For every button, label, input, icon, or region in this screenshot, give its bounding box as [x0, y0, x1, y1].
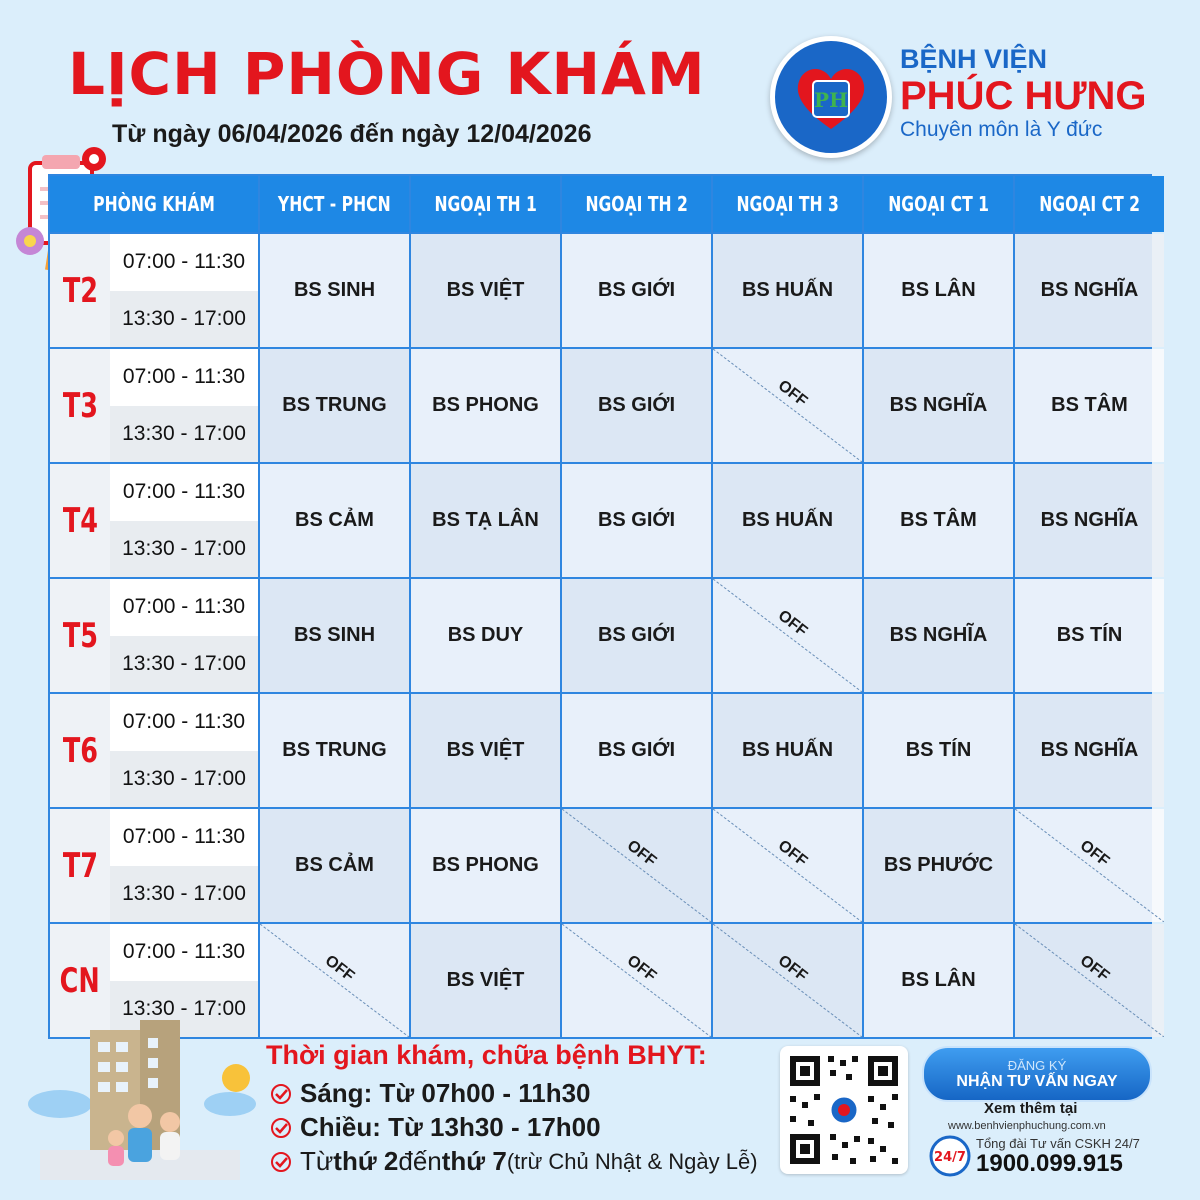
schedule-cell: BS VIỆT: [411, 234, 560, 347]
schedule-cell-off: [713, 809, 862, 922]
schedule-cell: BS GIỚI: [562, 349, 711, 462]
off-slash-line: [562, 924, 711, 1037]
off-slash-line: [1015, 809, 1164, 922]
time-slots: [110, 349, 258, 462]
schedule-table: [48, 174, 1152, 1039]
schedule-cell: BS TÂM: [1015, 349, 1164, 462]
register-consult-button[interactable]: [922, 1046, 1152, 1102]
off-slash-line: [713, 924, 862, 1037]
column-header: NGOẠI CT 2: [1015, 176, 1164, 232]
time-slots: [110, 809, 258, 922]
off-label: OFF: [774, 836, 810, 870]
schedule-cell: BS DUY: [411, 579, 560, 692]
day-label: T6: [50, 694, 110, 807]
day-row-header: [50, 694, 258, 807]
schedule-cell: BS LÂN: [864, 234, 1013, 347]
bhyt-days-to: thứ 7: [441, 1146, 507, 1176]
logo-letters: PH: [814, 88, 848, 112]
schedule-cell: BS TRUNG: [260, 349, 409, 462]
off-label: OFF: [623, 951, 659, 985]
day-label: T3: [50, 349, 110, 462]
day-label: T2: [50, 234, 110, 347]
website-link[interactable]: www.benhvienphuchung.com.vn: [948, 1120, 1106, 1132]
hospital-family-illustration: [20, 1020, 260, 1195]
schedule-cell-off: [562, 924, 711, 1037]
schedule-cell: BS CẢM: [260, 464, 409, 577]
column-header: YHCT - PHCN: [260, 176, 409, 232]
schedule-cell: BS SINH: [260, 579, 409, 692]
hospital-name-line1: BỆNH VIỆN: [900, 44, 1048, 74]
day-label: T5: [50, 579, 110, 692]
hotline-number[interactable]: 1900.099.915: [976, 1150, 1123, 1177]
off-label: OFF: [1076, 951, 1112, 985]
schedule-cell: BS VIỆT: [411, 694, 560, 807]
schedule-cell: BS SINH: [260, 234, 409, 347]
support-24-7-icon: [928, 1134, 972, 1183]
cta-line1: ĐĂNG KÝ: [1007, 1057, 1067, 1073]
column-header: NGOẠI TH 3: [713, 176, 862, 232]
schedule-cell: BS TẠ LÂN: [411, 464, 560, 577]
time-slots: [110, 464, 258, 577]
morning-slot: 07:00 - 11:30: [110, 924, 258, 981]
day-row-header: [50, 464, 258, 577]
morning-slot: 07:00 - 11:30: [110, 694, 258, 751]
off-slash-line: [713, 349, 862, 462]
schedule-cell: BS TÍN: [1015, 579, 1164, 692]
cta-line2: NHẬN TƯ VẤN NGAY: [956, 1072, 1118, 1090]
day-label: T4: [50, 464, 110, 577]
afternoon-slot: 13:30 - 17:00: [110, 291, 258, 348]
schedule-cell: BS GIỚI: [562, 464, 711, 577]
badge-text: 24/7: [934, 1150, 966, 1165]
schedule-cell-off: [713, 349, 862, 462]
off-slash-line: [260, 924, 409, 1037]
schedule-cell: BS CẢM: [260, 809, 409, 922]
hospital-slogan: Chuyên môn là Y đức: [900, 118, 1103, 141]
schedule-cell-off: [1015, 924, 1164, 1037]
morning-slot: 07:00 - 11:30: [110, 349, 258, 406]
afternoon-slot: 13:30 - 17:00: [110, 636, 258, 693]
schedule-cell: BS PHONG: [411, 809, 560, 922]
day-row-header: [50, 809, 258, 922]
column-header: NGOẠI TH 1: [411, 176, 560, 232]
schedule-cell: BS NGHĨA: [1015, 234, 1164, 347]
bhyt-days-mid: đến: [398, 1146, 442, 1176]
afternoon-slot: 13:30 - 17:00: [110, 981, 258, 1038]
schedule-cell: BS GIỚI: [562, 234, 711, 347]
off-label: OFF: [1076, 836, 1112, 870]
afternoon-slot: 13:30 - 17:00: [110, 751, 258, 808]
day-row-header: [50, 579, 258, 692]
header-corner: PHÒNG KHÁM: [50, 176, 258, 232]
off-slash-line: [713, 809, 862, 922]
off-label: OFF: [623, 836, 659, 870]
morning-slot: 07:00 - 11:30: [110, 809, 258, 866]
morning-slot: 07:00 - 11:30: [110, 234, 258, 291]
day-label: T7: [50, 809, 110, 922]
bhyt-afternoon-row: [270, 1112, 601, 1143]
schedule-cell: BS NGHĨA: [1015, 694, 1164, 807]
afternoon-slot: 13:30 - 17:00: [110, 406, 258, 463]
schedule-cell: BS VIỆT: [411, 924, 560, 1037]
column-header: NGOẠI CT 1: [864, 176, 1013, 232]
column-header: NGOẠI TH 2: [562, 176, 711, 232]
bhyt-morning: Sáng: Từ 07h00 - 11h30: [300, 1078, 591, 1108]
off-label: OFF: [321, 951, 357, 985]
schedule-cell-off: [713, 924, 862, 1037]
hospital-name-line2: PHÚC HƯNG: [900, 74, 1147, 118]
time-slots: [110, 579, 258, 692]
off-slash-line: [562, 809, 711, 922]
bhyt-days-pre: Từ: [300, 1146, 334, 1176]
more-info-label: Xem thêm tại: [984, 1100, 1078, 1117]
schedule-cell: BS PHONG: [411, 349, 560, 462]
off-slash-line: [1015, 924, 1164, 1037]
schedule-cell: BS GIỚI: [562, 694, 711, 807]
bhyt-afternoon: Chiều: Từ 13h30 - 17h00: [300, 1112, 601, 1142]
schedule-cell: BS TÍN: [864, 694, 1013, 807]
off-label: OFF: [774, 951, 810, 985]
page-title: LỊCH PHÒNG KHÁM: [68, 40, 706, 108]
schedule-cell-off: [260, 924, 409, 1037]
schedule-cell: BS LÂN: [864, 924, 1013, 1037]
time-slots: [110, 234, 258, 347]
day-label: CN: [50, 924, 110, 1037]
hotline-label: Tổng đài Tư vấn CSKH 24/7: [976, 1136, 1140, 1151]
schedule-cell-off: [1015, 809, 1164, 922]
check-circle-icon: [270, 1083, 292, 1105]
day-row-header: [50, 234, 258, 347]
schedule-cell: BS HUẤN: [713, 694, 862, 807]
time-slots: [110, 694, 258, 807]
check-circle-icon: [270, 1117, 292, 1139]
bhyt-title: Thời gian khám, chữa bệnh BHYT:: [266, 1040, 707, 1070]
bhyt-days-row: [270, 1146, 758, 1177]
schedule-cell-off: [713, 579, 862, 692]
schedule-cell: BS GIỚI: [562, 579, 711, 692]
schedule-cell: BS NGHĨA: [864, 349, 1013, 462]
morning-slot: 07:00 - 11:30: [110, 579, 258, 636]
schedule-cell-off: [562, 809, 711, 922]
day-row-header: [50, 349, 258, 462]
afternoon-slot: 13:30 - 17:00: [110, 866, 258, 923]
bhyt-morning-row: [270, 1078, 591, 1109]
off-label: OFF: [774, 376, 810, 410]
schedule-cell: BS NGHĨA: [1015, 464, 1164, 577]
schedule-cell: BS TÂM: [864, 464, 1013, 577]
off-slash-line: [713, 579, 862, 692]
bhyt-days-note: (trừ Chủ Nhật & Ngày Lễ): [506, 1148, 758, 1174]
morning-slot: 07:00 - 11:30: [110, 464, 258, 521]
schedule-cell: BS NGHĨA: [864, 579, 1013, 692]
bhyt-days-from: thứ 2: [333, 1146, 399, 1176]
qr-code[interactable]: [780, 1046, 908, 1174]
hospital-logo: [770, 36, 892, 158]
afternoon-slot: 13:30 - 17:00: [110, 521, 258, 578]
date-range: Từ ngày 06/04/2026 đến ngày 12/04/2026: [112, 120, 592, 148]
schedule-cell: BS HUẤN: [713, 464, 862, 577]
schedule-cell: BS PHƯỚC: [864, 809, 1013, 922]
schedule-cell: BS TRUNG: [260, 694, 409, 807]
off-label: OFF: [774, 606, 810, 640]
schedule-cell: BS HUẤN: [713, 234, 862, 347]
check-circle-icon: [270, 1151, 292, 1173]
